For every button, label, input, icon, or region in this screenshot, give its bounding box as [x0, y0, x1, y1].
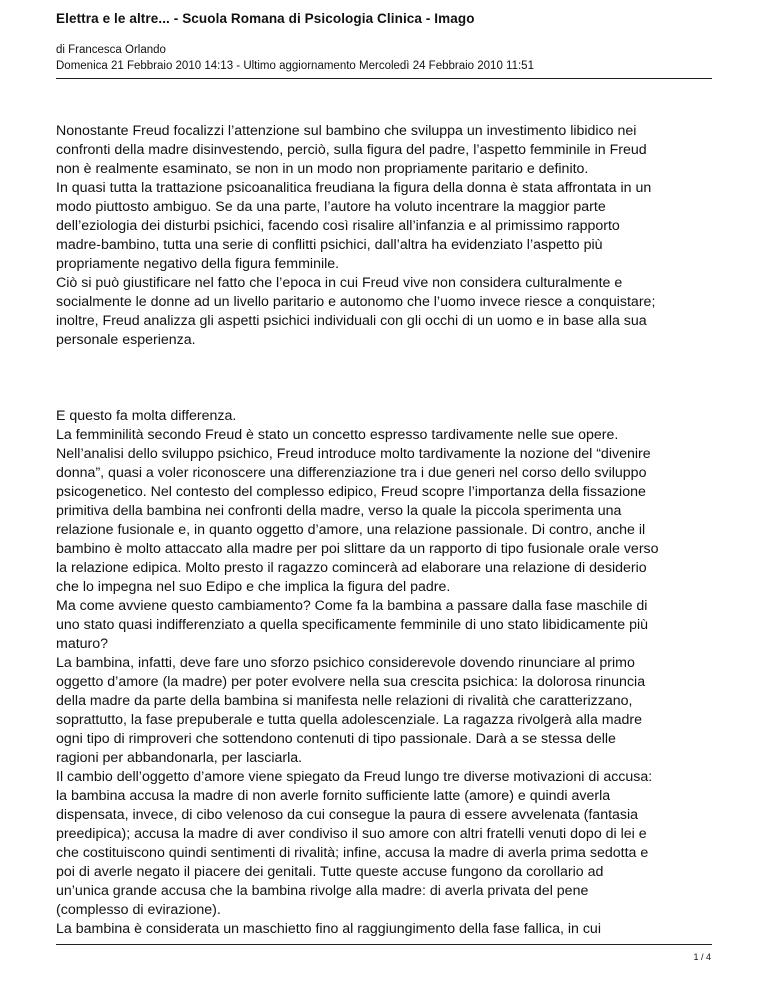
text-line: la bambina accusa la madre di non averle fornito sufficiente latte (amore) e quindi averla: [56, 788, 611, 804]
paragraph-block-1: [56, 122, 718, 350]
text-line: La bambina, infatti, deve fare uno sforzo psichico considerevole dovendo rinunciare al primo: [56, 655, 635, 671]
text-line: poi di averle negato il piacere dei genitali. Tutte queste accuse fungono da corollario ad: [56, 864, 604, 880]
text-line: che lo impegna nel suo Edipo e che implica la figura del padre.: [56, 579, 451, 595]
text-line: Ciò si può giustificare nel fatto che l’epoca in cui Freud vive non considera culturalmente e: [56, 275, 623, 291]
text-line: che costituiscono quindi sentimenti di rivalità; infine, accusa la madre di averla prima sedotta e: [56, 845, 649, 861]
text-line: primitiva della bambina nei confronti della madre, verso la quale la piccola sperimenta una: [56, 503, 622, 519]
text-line: La bambina è considerata un maschietto fino al raggiungimento della fase fallica, in cui: [56, 921, 601, 937]
text-line: personale esperienza.: [56, 332, 196, 348]
text-line: non è realmente esaminato, se non in un modo non propriamente paritario e definito.: [56, 161, 589, 177]
text-line: psicogenetico. Nel contesto del complesso edipico, Freud scopre l’importanza della fissazione: [56, 484, 646, 500]
paragraph-block-2: [56, 407, 718, 939]
text-line: donna”, quasi a voler riconoscere una differenziazione tra i due generi nel corso dello sviluppo: [56, 465, 647, 481]
text-line: relazione fusionale e, in quanto oggetto d’amore, una relazione passionale. Di contro, anche il: [56, 522, 646, 538]
text-line: bambino è molto attaccato alla madre per poi slittare da un rapporto di tipo fusionale orale verso: [56, 541, 659, 557]
text-line: dispensata, invece, di cibo velenoso da cui consegue la paura di essere avvelenata (fantasia: [56, 807, 639, 823]
text-line: modo piuttosto ambiguo. Se da una parte, l’autore ha voluto incentrare la maggior parte: [56, 199, 606, 215]
text-line: inoltre, Freud analizza gli aspetti psichici individuali con gli occhi di un uomo e in base alla sua: [56, 313, 647, 329]
page-number: 1 / 4: [693, 952, 711, 962]
text-line: oggetto d’amore (la madre) per poter evolvere nella sua crescita psichica: la dolorosa rinuncia: [56, 674, 646, 690]
text-line: Ma come avviene questo cambiamento? Come fa la bambina a passare dalla fase maschile di: [56, 598, 648, 614]
text-line: ogni tipo di rimproveri che sottendono contenuti di tipo passionale. Darà a se stessa delle: [56, 731, 616, 747]
text-line: dell’eziologia dei disturbi psichici, facendo così risalire all’infanzia e al primissimo rapporto: [56, 218, 620, 234]
text-line: In quasi tutta la trattazione psicoanalitica freudiana la figura della donna è stata affrontata in un: [56, 180, 652, 196]
text-line: madre-bambino, tutta una serie di conflitti psichici, dall’altra ha evidenziato l’aspetto più: [56, 237, 603, 253]
text-line: ragioni per abbandonarla, per lasciarla.: [56, 750, 303, 766]
author-line: di Francesca Orlando: [56, 44, 166, 56]
text-line: un’unica grande accusa che la bambina rivolge alla madre: di averla privata del pene: [56, 883, 589, 899]
text-line: preedipica); accusa la madre di aver condiviso il suo amore con altri fratelli venuti dopo di lei e: [56, 826, 647, 842]
text-line: Nell’analisi dello sviluppo psichico, Freud introduce molto tardivamente la nozione del “divenire: [56, 446, 651, 462]
text-line: (complesso di evirazione).: [56, 902, 221, 918]
text-line: uno stato quasi indifferenziato a quella specificamente femminile di uno stato libidicamente più: [56, 617, 649, 633]
text-line: la relazione edipica. Molto presto il ragazzo comincerà ad elaborare una relazione di desiderio: [56, 560, 647, 576]
text-line: maturo?: [56, 636, 109, 652]
text-line: della madre da parte della bambina si manifesta nelle relazioni di rivalità che caratterizzano,: [56, 693, 633, 709]
text-line: Il cambio dell’oggetto d’amore viene spiegato da Freud lungo tre diverse motivazioni di accusa:: [56, 769, 653, 785]
text-line: confronti della madre disinvestendo, perciò, sulla figura del padre, l’aspetto femminile in Freud: [56, 142, 647, 158]
page-title: Elettra e le altre... - Scuola Romana di Psicologia Clinica - Imago: [56, 11, 475, 26]
text-line: La femminilità secondo Freud è stato un concetto espresso tardivamente nelle sue opere.: [56, 427, 619, 443]
text-line: soprattutto, la fase prepuberale e tutta quella adolescenziale. La ragazza rivolgerà alla madre: [56, 712, 642, 728]
dates-line: Domenica 21 Febbraio 2010 14:13 - Ultimo aggiornamento Mercoledì 24 Febbraio 2010 11:51: [56, 60, 534, 72]
text-line: Nonostante Freud focalizzi l’attenzione sul bambino che sviluppa un investimento libidico nei: [56, 123, 637, 139]
header-divider: [56, 78, 712, 79]
text-line: socialmente le donne ad un livello paritario e autonomo che l’uomo invece riesce a conquistare;: [56, 294, 656, 310]
text-line: propriamente negativo della figura femminile.: [56, 256, 340, 272]
text-line: E questo fa molta differenza.: [56, 408, 237, 424]
footer-divider: [56, 944, 712, 945]
